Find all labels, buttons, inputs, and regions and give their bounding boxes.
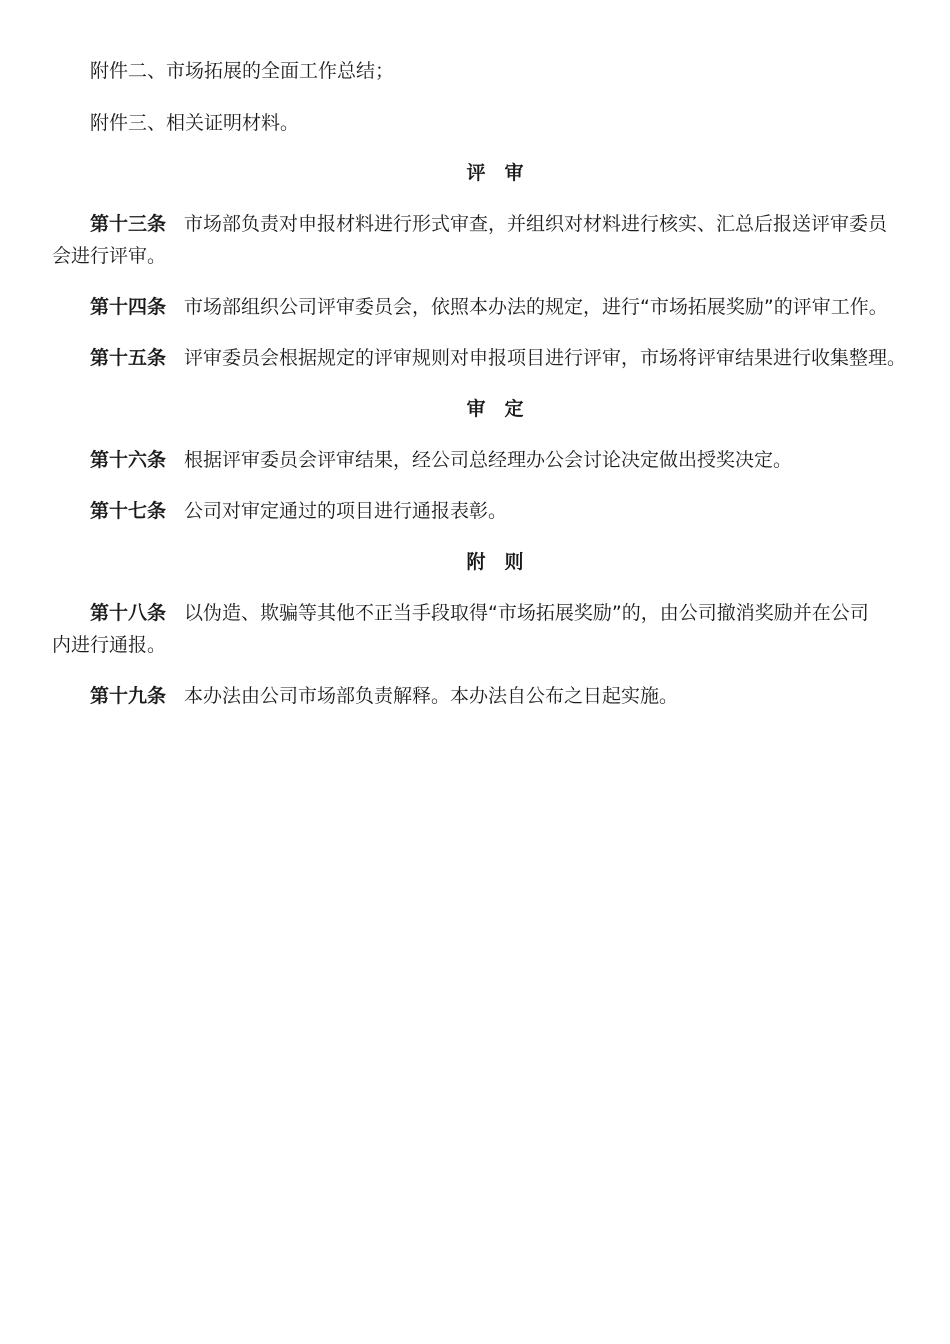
article-18-line-2: 内进行通报。	[52, 634, 167, 656]
article-13-line-1	[90, 212, 887, 236]
article-16-number: 第十六条	[90, 449, 167, 471]
article-18-text: 以伪造、欺骗等其他不正当手段取得“市场拓展奖励”的，由公司撤消奖励并在公司	[184, 602, 869, 624]
article-18-number: 第十八条	[90, 602, 167, 624]
article-16-text: 根据评审委员会评审结果，经公司总经理办公会讨论决定做出授奖决定。	[184, 449, 793, 471]
article-19	[90, 684, 678, 708]
article-17	[90, 499, 507, 523]
article-17-text: 公司对审定通过的项目进行通报表彰。	[184, 500, 508, 522]
article-13-text: 市场部负责对申报材料进行形式审查，并组织对材料进行核实、汇总后报送评审委员	[184, 213, 888, 235]
article-17-number: 第十七条	[90, 500, 167, 522]
article-19-text: 本办法由公司市场部负责解释。本办法自公布之日起实施。	[184, 685, 679, 707]
attachment-3: 附件三、相关证明材料。	[90, 112, 300, 134]
article-19-number: 第十九条	[90, 685, 167, 707]
section-heading-supplementary: 附 则	[466, 551, 524, 573]
article-14-text: 市场部组织公司评审委员会，依照本办法的规定，进行“市场拓展奖励”的评审工作。	[184, 296, 888, 318]
article-15-number: 第十五条	[90, 347, 167, 369]
article-18-line-1	[90, 601, 869, 625]
attachment-2: 附件二、市场拓展的全面工作总结；	[90, 60, 395, 82]
article-13-number: 第十三条	[90, 213, 167, 235]
article-14-number: 第十四条	[90, 296, 167, 318]
section-heading-approval: 审 定	[466, 398, 524, 420]
article-15	[90, 346, 906, 370]
article-16	[90, 448, 792, 472]
section-heading-review: 评 审	[466, 162, 524, 184]
article-14	[90, 295, 888, 319]
article-15-text: 评审委员会根据规定的评审规则对申报项目进行评审，市场将评审结果进行收集整理。	[184, 347, 907, 369]
article-13-line-2: 会进行评审。	[52, 245, 167, 267]
